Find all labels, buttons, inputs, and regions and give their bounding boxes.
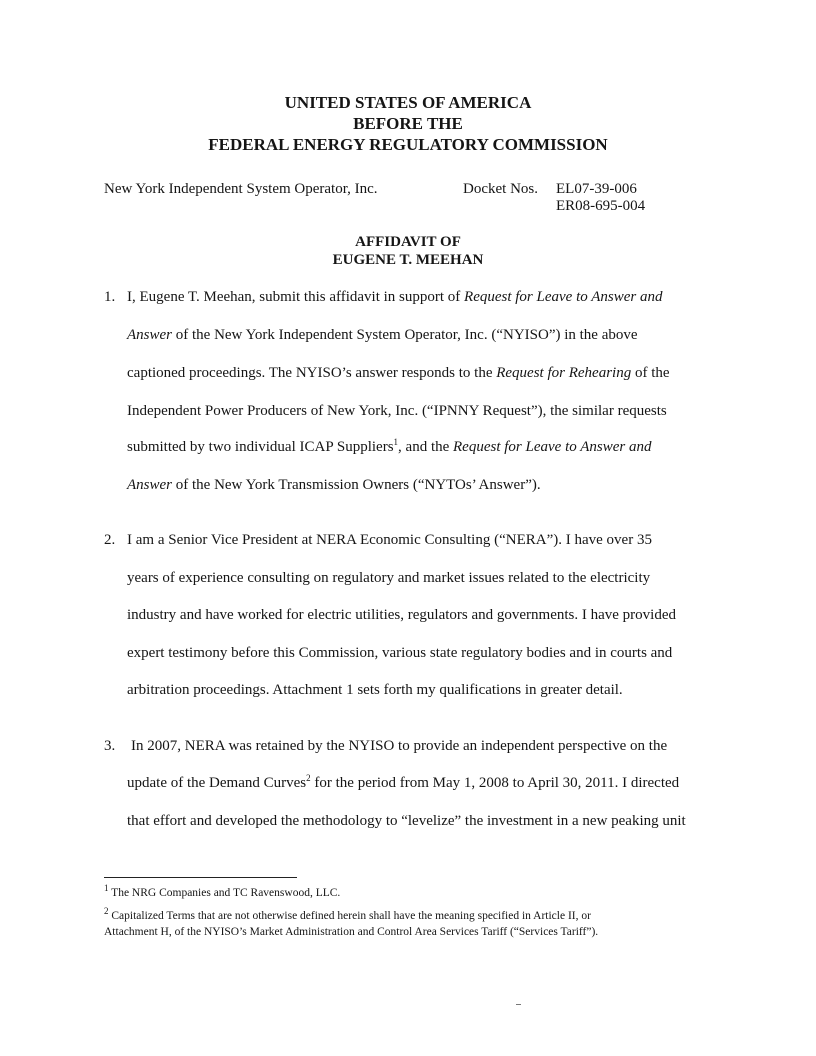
para1-line6-italic: Answer <box>127 477 172 493</box>
footnote-1-mark: 1 <box>104 883 109 894</box>
para1-line5-text: submitted by two individual ICAP Suppliers <box>127 439 394 455</box>
docket-number-1: EL07-39-006 <box>556 181 637 197</box>
footnote-2-mark: 2 <box>104 906 109 917</box>
para1-line3-tail: of the <box>631 365 670 381</box>
docket-number-2: ER08-695-004 <box>556 198 646 214</box>
para2-line5: arbitration proceedings. Attachment 1 sets forth my qualifications in greater detail. <box>127 682 623 698</box>
para3-line3: that effort and developed the methodology to “levelize” the investment in a new peaking unit <box>127 813 686 829</box>
para1-line3-italic: Request for Rehearing <box>496 365 632 381</box>
para3-line2-tail: for the period from May 1, 2008 to April 30, 2011. I directed <box>310 775 680 791</box>
footnote-1-text: The NRG Companies and TC Ravenswood, LLC. <box>108 887 341 899</box>
para3-number: 3. <box>104 738 116 754</box>
para1-line4: Independent Power Producers of New York, Inc. (“IPNNY Request”), the similar requests <box>127 403 667 419</box>
affidavit-title: AFFIDAVIT OF <box>355 234 461 250</box>
scan-speck <box>516 1004 521 1005</box>
caption-party: New York Independent System Operator, Inc. <box>104 181 378 197</box>
footnote-ref-1: 1 <box>393 437 399 447</box>
footnote-2-text-line1: Capitalized Terms that are not otherwise defined herein shall have the meaning specified in Article II, or <box>108 910 591 922</box>
para3-line2 <box>127 774 679 792</box>
para1-number: 1. <box>104 289 116 305</box>
para1-line6 <box>127 476 541 494</box>
header-country: UNITED STATES OF AMERICA <box>284 93 532 112</box>
para1-line1-text: I, Eugene T. Meehan, submit this affidavit in support of <box>127 289 465 305</box>
para2-line2: years of experience consulting on regulatory and market issues related to the electricity <box>127 570 651 586</box>
para1-line6-text: of the New York Transmission Owners (“NYTOs’ Answer”). <box>172 477 541 493</box>
para1-line5 <box>127 438 651 456</box>
docket-label: Docket Nos. <box>463 181 538 197</box>
footnote-ref-2: 2 <box>306 773 311 783</box>
para1-line5-mid: , and the <box>398 439 454 455</box>
header-before: BEFORE THE <box>353 114 463 133</box>
footnote-2 <box>104 906 591 923</box>
affidavit-name: EUGENE T. MEEHAN <box>332 252 484 268</box>
para1-line2 <box>127 326 638 344</box>
para2-line3: industry and have worked for electric utilities, regulators and governments. I have provided <box>127 607 676 623</box>
para1-line1-italic: Request for Leave to Answer and <box>464 289 663 305</box>
footnote-divider <box>104 877 297 878</box>
para1-line2-text: of the New York Independent System Operator, Inc. (“NYISO”) in the above <box>172 327 638 343</box>
header-commission: FEDERAL ENERGY REGULATORY COMMISSION <box>208 135 608 154</box>
para1-line1 <box>127 288 662 306</box>
para3-line1: In 2007, NERA was retained by the NYISO to provide an independent perspective on the <box>131 738 668 754</box>
footnote-1 <box>104 883 341 900</box>
para1-line5-italic: Request for Leave to Answer and <box>453 439 652 455</box>
para2-line4: expert testimony before this Commission, various state regulatory bodies and in courts and <box>127 645 673 661</box>
footnote-2-line2: Attachment H, of the NYISO’s Market Administration and Control Area Services Tariff (“Services Tariff”). <box>104 926 599 938</box>
para1-line2-italic: Answer <box>127 327 172 343</box>
para1-line3-text: captioned proceedings. The NYISO’s answer responds to the <box>127 365 497 381</box>
para1-line3 <box>127 364 670 382</box>
para2-line1: I am a Senior Vice President at NERA Economic Consulting (“NERA”). I have over 35 <box>127 532 652 548</box>
para2-number: 2. <box>104 532 116 548</box>
para3-line2-text: update of the Demand Curves <box>127 775 307 791</box>
